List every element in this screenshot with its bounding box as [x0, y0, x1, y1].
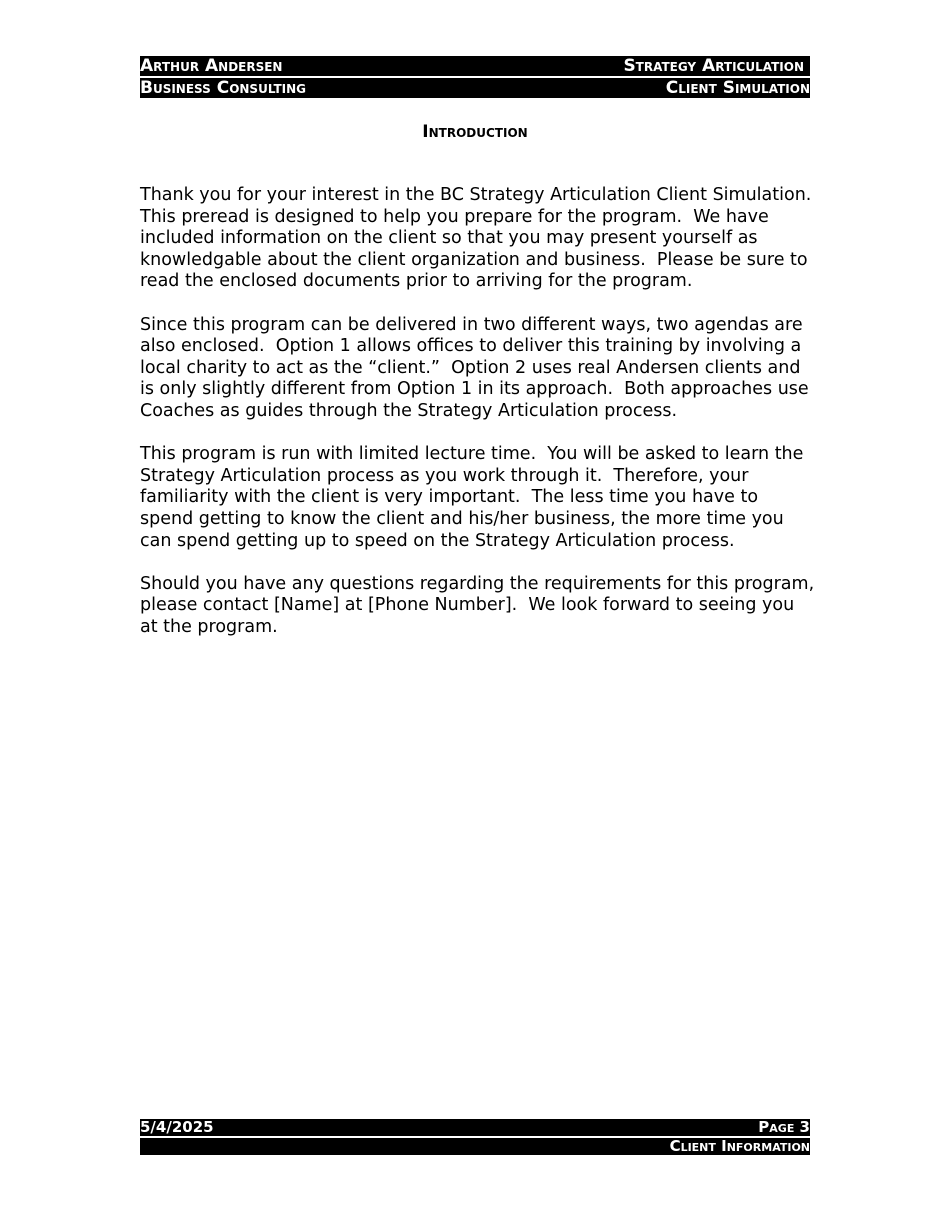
paragraph-3: This program is run with limited lecture time. You will be asked to learn the Strategy Articulation process as you work through it. Therefore, your familiarity with the client is very important. The less time you have to spend getting to know the client and his/her business, the more time you can spend getting up to speed on the Strategy Articulation process. — [140, 444, 809, 551]
page-header — [140, 56, 810, 98]
paragraph-4: Should you have any questions regarding the requirements for this program, please contact [Name] at [Phone Number]. We look forward to seeing you at the program. — [140, 573, 820, 637]
footer-section: Client Information — [669, 1137, 810, 1155]
paragraph-1: Thank you for your interest in the BC Strategy Articulation Client Simulation. This preread is designed to help you prepare for the program. We have included information on the client so that you may present yourself as knowledgable about the client organization and business. Please be sure to read the enclosed documents prior to arriving for the program. — [140, 185, 823, 292]
document-body — [140, 185, 823, 660]
page-number: Page 3 — [758, 1118, 810, 1136]
paragraph-2: Since this program can be delivered in two different ways, two agendas are also enclosed. Option 1 allows offices to deliver this training by involving a local charity to act as the “client.” Option 2 uses real Andersen clients and is only slightly different from Option 1 in its approach. Both approaches use Coaches as guides through the Strategy Articulation process. — [140, 314, 815, 421]
footer-date: 5/4/2025 — [140, 1118, 214, 1136]
footer-row-1 — [140, 1119, 810, 1136]
footer-row-2 — [140, 1138, 810, 1155]
page-footer — [140, 1119, 810, 1155]
section-title: Introduction — [422, 122, 528, 142]
division-name: Business Consulting — [140, 78, 307, 98]
document-title: Strategy Articulation — [623, 56, 804, 76]
document-subtitle: Client Simulation — [665, 78, 810, 98]
header-row-1 — [140, 56, 810, 76]
header-row-2 — [140, 78, 810, 98]
company-name: Arthur Andersen — [140, 56, 283, 76]
